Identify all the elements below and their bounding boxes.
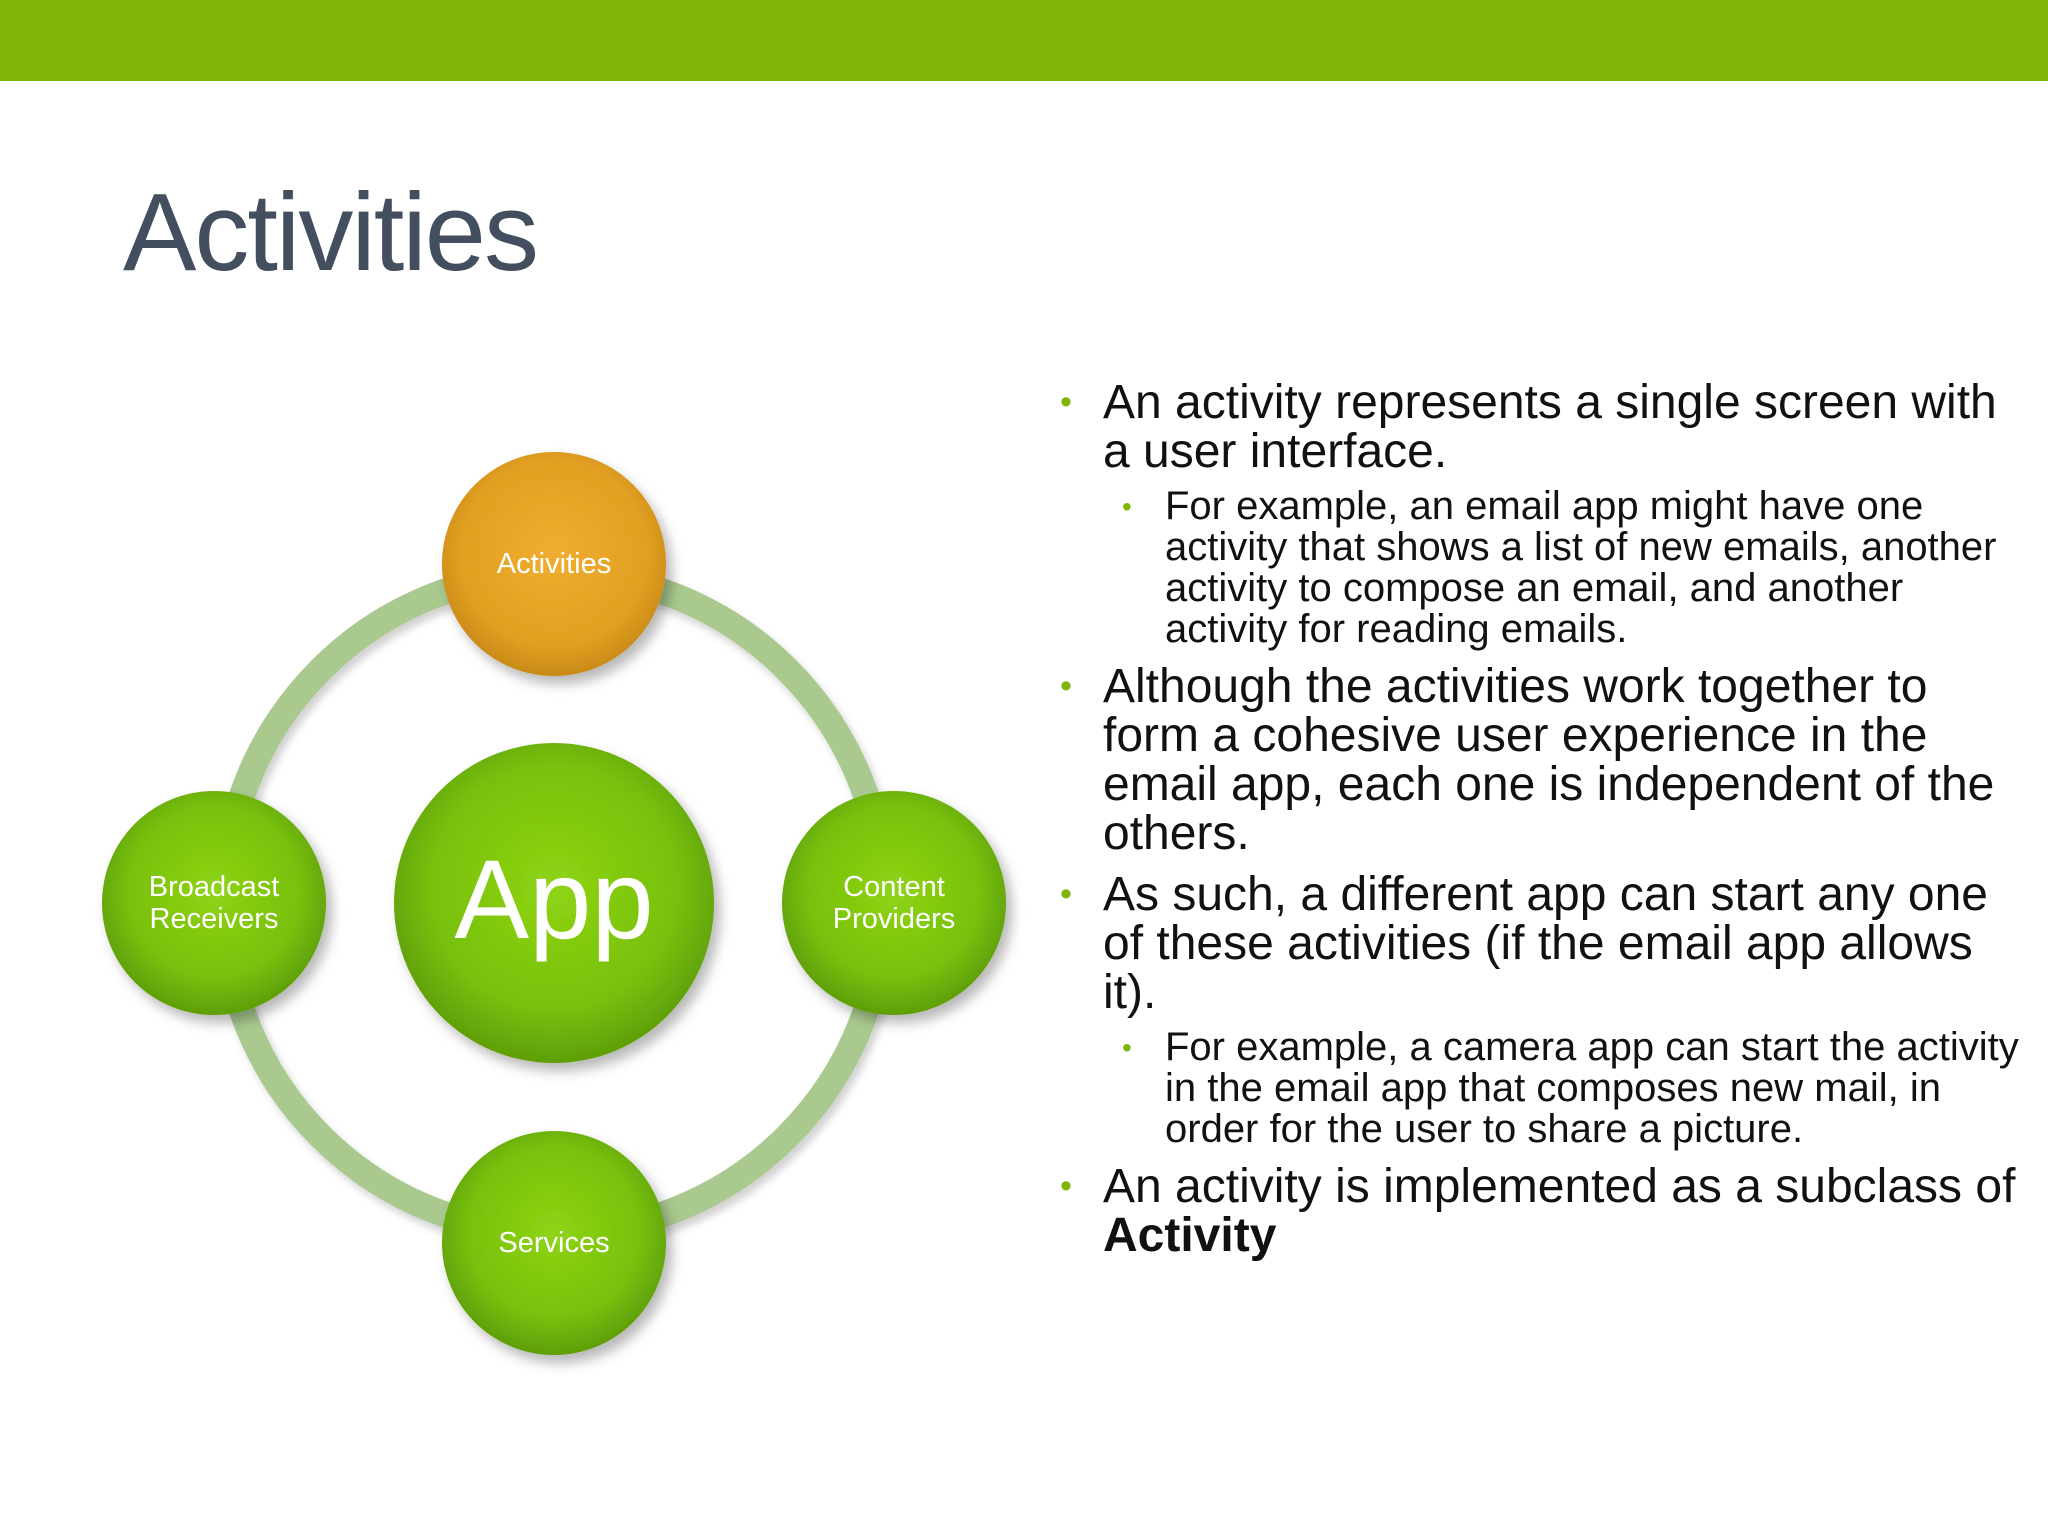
services-node	[442, 1131, 666, 1355]
sub-bullet-text: For example, an email app might have one activity that shows a list of new emails, another activity to compose an email, and another activity for reading emails.	[1165, 484, 1997, 651]
bullet-text: Although the activities work together to form a cohesive user experience in the email app, each one is independent of the others.	[1103, 660, 1995, 860]
content-providers-label-line1: Content	[843, 871, 945, 903]
bullet-text: An activity is implemented as a subclass of	[1103, 1160, 2016, 1213]
broadcast-receivers-node	[102, 791, 326, 1015]
bullet-text: As such, a different app can start any one of these activities (if the email app allows it).	[1103, 868, 1988, 1019]
sub-bullet-item	[1060, 1027, 2020, 1150]
bullet-dot-icon: •	[1060, 383, 1072, 421]
bullet-dot-icon: •	[1060, 1167, 1072, 1205]
bullet-dot-icon: •	[1060, 875, 1072, 913]
broadcast-receivers-label-line2: Receivers	[149, 903, 279, 935]
content-providers-label-line2: Providers	[832, 903, 956, 935]
center-app-label: App	[454, 837, 654, 962]
sub-bullet-item	[1060, 486, 2020, 650]
bullet-text-bold: Activity	[1103, 1209, 1277, 1262]
bullet-dot-icon: •	[1122, 1032, 1132, 1063]
bullet-item	[1060, 378, 2020, 476]
sub-bullet-text: For example, a camera app can start the activity in the email app that composes new mail, in order for the user to share a picture.	[1165, 1025, 2019, 1151]
bullet-item	[1060, 1162, 2020, 1260]
bullet-item	[1060, 870, 2020, 1017]
bullet-dot-icon: •	[1122, 491, 1132, 522]
bullet-text: An activity represents a single screen with a user interface.	[1103, 376, 1997, 478]
bullet-item	[1060, 662, 2020, 858]
activities-node-label: Activities	[496, 548, 612, 580]
services-node-label: Services	[498, 1227, 610, 1259]
broadcast-receivers-label-line1: Broadcast	[148, 871, 280, 903]
bullet-list	[1060, 378, 2020, 1260]
center-app-node	[394, 743, 714, 1063]
slide-title: Activities	[123, 171, 537, 294]
bullet-dot-icon: •	[1060, 667, 1072, 705]
content-providers-node	[782, 791, 1006, 1015]
activities-node	[442, 452, 666, 676]
